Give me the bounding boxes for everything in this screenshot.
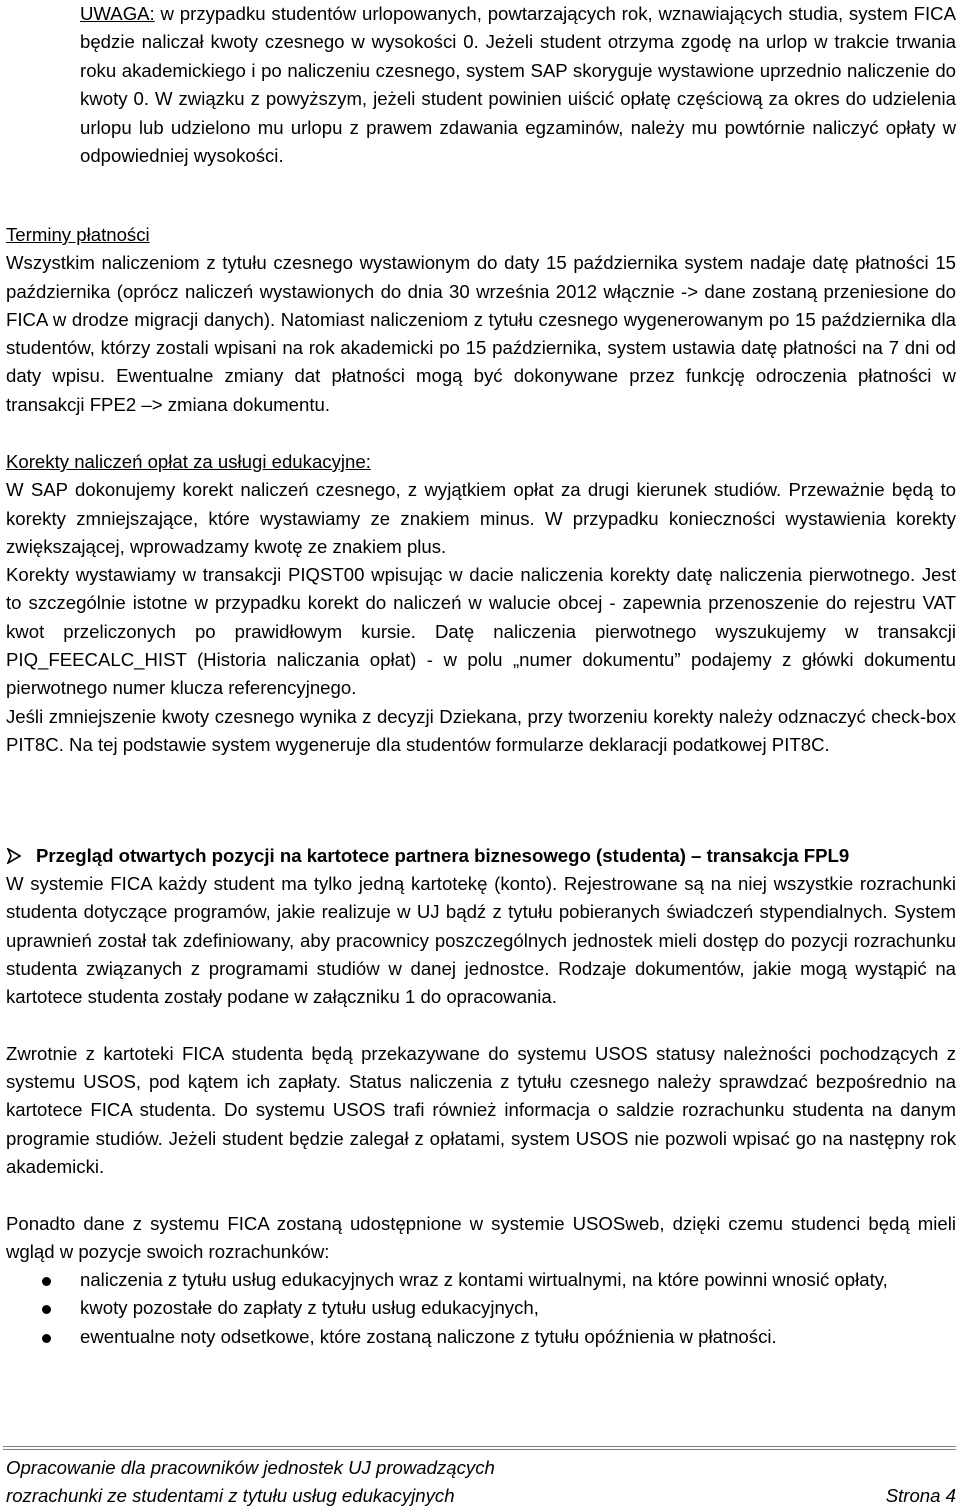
fpl9-paragraph-3: Ponadto dane z systemu FICA zostaną udostępnione w systemie USOSweb, dzięki czemu studenci będą mieli wgląd w pozycje swoich rozrachunków: [6,1212,956,1262]
note-paragraph [80,0,956,170]
footer-divider [3,1446,956,1450]
arrow-bullet-icon [6,842,36,870]
fpl9-section [6,870,956,1351]
footer-line-2: rozrachunki ze studentami z tytułu usług edukacyjnych [6,1485,455,1506]
corrections-paragraph-3: Jeśli zmniejszenie kwoty czesnego wynika z decyzji Dziekana, przy tworzeniu korekty należy odznaczyć check-box PIT8C. Na tej podstawie system wygeneruje dla studentów formularze deklaracji podatkowej PIT8C. [6,705,956,755]
fpl9-paragraph-2: Zwrotnie z kartoteki FICA studenta będą przekazywane do systemu USOS statusy należności pochodzących z systemu USOS, pod kątem ich zapłaty. Status naliczenia z tytułu czesnego należy sprawdzać bezpośrednio na kartotece FICA studenta. Do systemu USOS trafi również informacja o saldzie rozrachunku studenta na danym programie studiów. Jeżeli student będzie zalegał z opłatami, system USOS nie pozwoli wpisać go na następny rok akademicki. [6,1042,956,1177]
bullet-icon [42,1277,51,1286]
fpl9-heading-text: Przegląd otwartych pozycji na kartotece partnera biznesowego (studenta) – transakcja FPL9 [36,845,850,866]
list-item: kwoty pozostałe do zapłaty z tytułu usług edukacyjnych, [6,1294,956,1322]
list-item: ewentualne noty odsetkowe, które zostaną naliczone z tytułu opóźnienia w płatności. [6,1323,956,1351]
footer-line-1: Opracowanie dla pracowników jednostek UJ prowadzących [6,1457,495,1478]
fpl9-bullet-list [6,1266,956,1351]
page-number: Strona 4 [885,1485,956,1506]
corrections-paragraph-1: W SAP dokonujemy korekt naliczeń czesnego, z wyjątkiem opłat za drugi kierunek studiów. Przeważnie będą to korekty zmniejszające, które wystawiamy ze znakiem minus. W przypadku konieczności wystawienia korekty zwiększającej, wprowadzamy kwotę ze znakiem plus. [6,479,956,557]
fpl9-heading [6,842,956,870]
payment-terms-title: Terminy płatności [6,224,150,245]
corrections-paragraph-2: Korekty wystawiamy w transakcji PIQST00 wpisując w dacie naliczenia korekty datę naliczenia pierwotnego. Jest to szczególnie istotne w przypadku korekt do naliczeń w walucie obcej - zapewnia przenoszenie do rejestru VAT kwot przeliczonych po prawidłowym kursie. Datę naliczenia pierwotnego wyszukujemy w transakcji PIQ_FEECALC_HIST (Historia naliczania opłat) - w polu „numer dokumentu” podajemy z główki dokumentu pierwotnego numer klucza referencyjnego. [6,564,956,699]
page-footer [6,1454,956,1510]
note-label: UWAGA: [80,3,155,24]
note-text: w przypadku studentów urlopowanych, powtarzających rok, wznawiających studia, system FICA będzie naliczał kwoty czesnego w wysokości 0. Jeżeli student otrzyma zgodę na urlop w trakcie trwania roku akademickiego i po naliczeniu czesnego, system SAP skoryguje wystawione uprzednio naliczenie do kwoty 0. W związku z powyższym, jeżeli student powinien uiścić opłatę częściową za okres do udzielenia urlopu lub udzielono mu urlopu z prawem zdawania egzaminów, należy mu powtórnie naliczyć opłaty w odpowiedniej wysokości. [80,3,956,167]
corrections-section [6,448,956,759]
fpl9-paragraph-1: W systemie FICA każdy student ma tylko jedną kartotekę (konto). Rejestrowane są na niej wszystkie rozrachunki studenta dotyczące programów, jakie realizuje w UJ bądź z tytułu pobieranych świadczeń stypendialnych. System uprawnień został tak zdefiniowany, aby pracownicy poszczególnych jednostek mieli dostęp do pozycji rozrachunku studenta związanych z programami studiów w danej jednostce. Rodzaje dokumentów, jakie mogą wystąpić na kartotece studenta zostały podane w załączniku 1 do opracowania. [6,873,956,1008]
corrections-title: Korekty naliczeń opłat za usługi edukacyjne: [6,451,371,472]
bullet-icon [42,1305,51,1314]
list-item: naliczenia z tytułu usług edukacyjnych wraz z kontami wirtualnymi, na które powinni wnosić opłaty, [6,1266,956,1294]
bullet-icon [42,1334,51,1343]
payment-terms-section [6,221,956,419]
payment-terms-text: Wszystkim naliczeniom z tytułu czesnego wystawionym do daty 15 października system nadaje datę płatności 15 października (oprócz naliczeń wystawionych do dnia 30 września 2012 włącznie -> dane zostaną przeniesione do FICA w drodze migracji danych). Natomiast naliczeniom z tytułu czesnego wygenerowanym po 15 października dla studentów, którzy zostali wpisani na rok akademicki po 15 października, system ustawia datę płatności na 7 dni od daty wpisu. Ewentualne zmiany dat płatności mogą być dokonywane przez funkcję odroczenia płatności w transakcji FPE2 –> zmiana dokumentu. [6,252,956,415]
